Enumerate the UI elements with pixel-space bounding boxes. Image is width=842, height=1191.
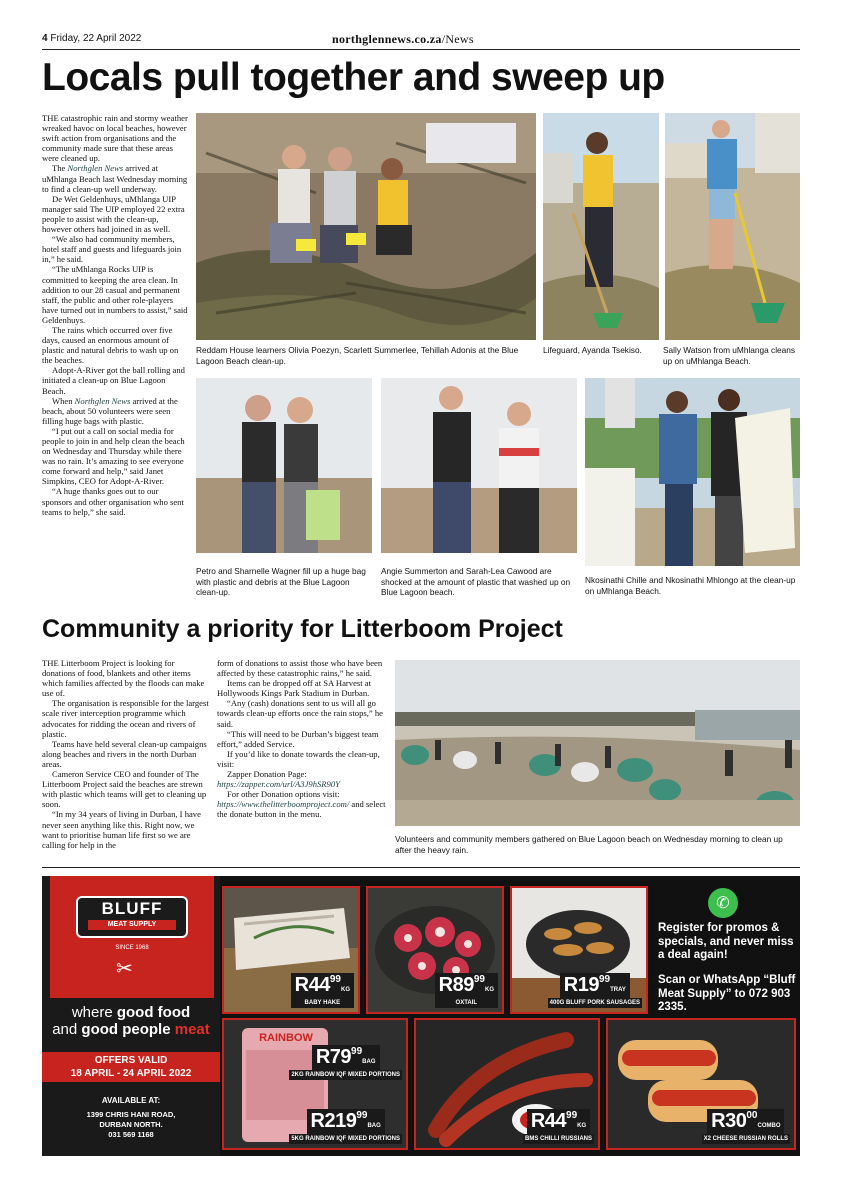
ad-brand-panel — [42, 876, 220, 1156]
product-name: 400G BLUFF PORK SAUSAGES — [549, 1000, 640, 1006]
slogan-1: where — [71, 1004, 113, 1021]
article1-paragraph: “A huge thanks goes out to our sponsors and other organisation who sent teams to help,” she said. — [42, 486, 184, 517]
italic-text: Northglen News — [74, 395, 131, 406]
product-name: OXTAIL — [435, 998, 498, 1008]
caption-volunteers: Volunteers and community members gathered on Blue Lagoon beach on Wednesday morning to clean up after the heavy rain. — [395, 834, 783, 855]
product-name: 2KG RAINBOW IQF MIXED PORTIONS — [291, 1072, 400, 1078]
address-line-1: 1399 CHRIS HANI ROAD, — [86, 1110, 176, 1119]
header-rule — [42, 49, 800, 50]
bluff-logo — [76, 896, 188, 938]
italic-text[interactable]: https://zapper.com/url/A3J9hSR90Y — [217, 779, 340, 790]
rainbow-brand: RAINBOW — [259, 1032, 313, 1044]
article2-paragraph: THE Litterboom Project is looking for donations of food, blankets and other items which families affected by the floods can make use of. — [42, 658, 205, 699]
slogan-5: meat — [174, 1021, 210, 1038]
article2-paragraph: form of donations to assist those who have been affected by these catastrophic rains,” he said. — [217, 658, 383, 679]
article1-paragraph: When Northglen News arrived at the beach, about 50 volunteers were seen filling huge bags with plastic. — [42, 395, 178, 426]
promo-text: Register for promos & specials, and never miss a deal again! — [658, 922, 794, 961]
photo-lifeguard — [543, 113, 659, 340]
article2-paragraph: For other Donation options visit: https://www.thelitterboomproject.com/ and select the donate button in the menu. — [217, 789, 386, 820]
whatsapp-text: Scan or WhatsApp “Bluff Meat Supply” to 072 903 2335. — [658, 974, 796, 1013]
caption-petro-sharnelle: Petro and Sharnelle Wagner fill up a huge bag with plastic and debris at the Blue Lagoon clean-up. — [196, 566, 366, 597]
article2-column-1 — [42, 658, 210, 850]
slogan — [42, 1004, 220, 1038]
photo-volunteers — [395, 660, 800, 826]
phone-number[interactable]: 031 569 1168 — [108, 1130, 154, 1139]
caption-lifeguard: Lifeguard, Ayanda Tsekiso. — [543, 345, 642, 355]
store-address — [42, 1096, 220, 1140]
caption-sally-watson: Sally Watson from uMhlanga cleans up on uMhlanga Beach. — [663, 345, 796, 366]
brand-name: BLUFF — [101, 899, 163, 918]
article2-paragraph: “Any (cash) donations sent to us will all go towards clean-up efforts once the rain stops,” he said. — [217, 698, 383, 729]
site-name[interactable] — [332, 32, 474, 47]
article-body — [42, 113, 190, 517]
article1-paragraph: De Wet Geldenhuys, uMhlanga UIP manager said The UIP employed 22 extra people to assist with the clean-up, however others had joined in as well. — [42, 193, 185, 235]
offers-label: OFFERS VALID — [94, 1055, 168, 1066]
product-rainbow-iqf[interactable] — [222, 1018, 408, 1150]
article2-paragraph: “In my 34 years of living in Durban, I have never seen anything like this. Right now, we want to prioritise human life first so we are calling for help in the — [42, 809, 201, 850]
price-tag-5kg: $R219^{99}BAG$ 5KG RAINBOW IQF MIXED PORTIONS — [291, 1110, 400, 1142]
folio — [42, 33, 800, 49]
product-pork-sausages[interactable] — [510, 886, 648, 1014]
price-tag-2kg: $R79^{99}BAG$ 2KG RAINBOW IQF MIXED PORTIONS — [291, 1046, 400, 1078]
article2-paragraph: Cameron Service CEO and founder of The Litterboom Project said the beaches are strewn with plastic which teams will get to cleaning up soon. — [42, 769, 207, 810]
ad-rule — [42, 867, 800, 868]
italic-text: Northglen News — [67, 163, 124, 174]
section-name: /News — [441, 32, 474, 46]
whatsapp-icon[interactable]: ✆ — [708, 888, 738, 918]
product-name: BABY HAKE — [291, 998, 354, 1008]
headline: Locals pull together and sweep up — [42, 56, 665, 99]
slogan-3: and — [52, 1021, 78, 1038]
product-name: BMS CHILLI RUSSIANS — [524, 1136, 592, 1142]
article1-paragraph: The Northglen News arrived at uMhlanga Beach last Wednesday morning to find a clean-up well underway. — [42, 163, 188, 194]
product-name: 5KG RAINBOW IQF MIXED PORTIONS — [291, 1136, 400, 1142]
caption-angie-sarah: Angie Summerton and Sarah-Lea Cawood are shocked at the amount of plastic that washed up on Blue Lagoon beach. — [381, 566, 571, 597]
brand-subtitle: MEAT SUPPLY — [88, 920, 176, 930]
issue-date: Friday, 22 April 2022 — [50, 33, 142, 44]
price-tag: $R19^{99}TRAY$ 400G BLUFF PORK SAUSAGES — [549, 974, 640, 1006]
photo-sally-watson — [665, 113, 800, 340]
address-line-2: DURBAN NORTH. — [99, 1120, 163, 1129]
price-tag: $R44^{99}KG$ BMS CHILLI RUSSIANS — [524, 1110, 592, 1142]
available-label: AVAILABLE AT: — [101, 1096, 161, 1105]
photo-reddam-learners — [196, 113, 536, 340]
offers-dates: 18 APRIL - 24 APRIL 2022 — [70, 1068, 192, 1079]
advertisement-bluff-meat-supply[interactable] — [42, 876, 800, 1156]
site-url[interactable]: northglennews.co.za — [332, 32, 442, 46]
photo-angie-sarah — [381, 378, 577, 553]
product-baby-hake[interactable] — [222, 886, 360, 1014]
product-oxtail[interactable] — [366, 886, 504, 1014]
caption-nkosinathi: Nkosinathi Chille and Nkosinathi Mhlongo at the clean-up on uMhlanga Beach. — [585, 575, 796, 596]
article1-paragraph: THE catastrophic rain and stormy weather wreaked havoc on local beaches, however swift action from organisations and the community made sure that these areas were cleaned up. — [42, 113, 188, 164]
article1-paragraph: “We also had community members, hotel staff and guests and lifeguards join in,” he said. — [42, 234, 182, 265]
subhead: Community a priority for Litterboom Project — [42, 615, 563, 643]
article2-paragraph: The organisation is responsible for the largest scale river interception programme which advocates for ridding the ocean and rivers of plastic. — [42, 698, 209, 739]
offers-valid — [42, 1052, 220, 1082]
slogan-4: good people — [81, 1021, 171, 1038]
photo-nkosinathi — [585, 378, 800, 566]
article1-paragraph: The rains which occurred over five days, caused an enormous amount of plastic and natural debris to wash up on the beaches. — [42, 324, 179, 366]
article1-paragraph: “I put out a call on social media for people to join in and help clean the beach on Wednesday and Thursday while there was no rain. It’s amazing to see everyone come forward and help,” said Janet Simpkins, CEO for Adopt-A-River. — [42, 425, 185, 487]
article2-paragraph: Teams have held several clean-up campaigns along beaches and rivers in the north Durban areas. — [42, 738, 207, 769]
price-tag: $R44^{99}KG$ BABY HAKE — [291, 973, 354, 1008]
since-label: SINCE 1968 — [115, 945, 149, 951]
product-name: X2 CHEESE RUSSIAN ROLLS — [703, 1136, 788, 1142]
page-number: 4 — [42, 33, 48, 44]
article1-paragraph: Adopt-A-River got the ball rolling and initiated a clean-up on Blue Lagoon Beach. — [42, 365, 185, 396]
article2-paragraph: Items can be dropped off at SA Harvest at Hollywoods Kings Park Stadium in Durban. — [217, 678, 371, 699]
product-cheese-russian-rolls[interactable] — [606, 1018, 796, 1150]
knives-icon: ✂ — [116, 956, 133, 980]
article1-paragraph: “The uMhlanga Rocks UIP is committed to keeping the area clean. In addition to our 28 casual and permanent staff, the public and other role-players have turned out in numbers to assist,” said Geldenhuys. — [42, 264, 188, 325]
italic-text[interactable]: https://www.thelitterboomproject.com/ — [217, 799, 350, 810]
price-tag: $R30^{00}COMBO$ X2 CHEESE RUSSIAN ROLLS — [703, 1110, 788, 1142]
article2-paragraph: “This will need to be Durban’s biggest team effort,” added Service. — [217, 728, 379, 749]
product-chilli-russians[interactable] — [414, 1018, 600, 1150]
article2-paragraph: If you’d like to donate towards the clean-up, visit: — [217, 748, 380, 769]
promo-panel — [652, 876, 800, 1014]
price-tag: $R89^{99}KG$ OXTAIL — [435, 973, 498, 1008]
article2-paragraph: Zapper Donation Page: https://zapper.com/url/A3J9hSR90Y — [217, 769, 340, 790]
caption-reddam-learners: Reddam House learners Olivia Poezyn, Scarlett Summerlee, Tehillah Adonis at the Blue Lagoon Beach clean-up. — [196, 345, 519, 366]
photo-petro-sharnelle — [196, 378, 372, 553]
article2-column-2 — [217, 658, 387, 820]
slogan-2: good food — [116, 1004, 191, 1021]
